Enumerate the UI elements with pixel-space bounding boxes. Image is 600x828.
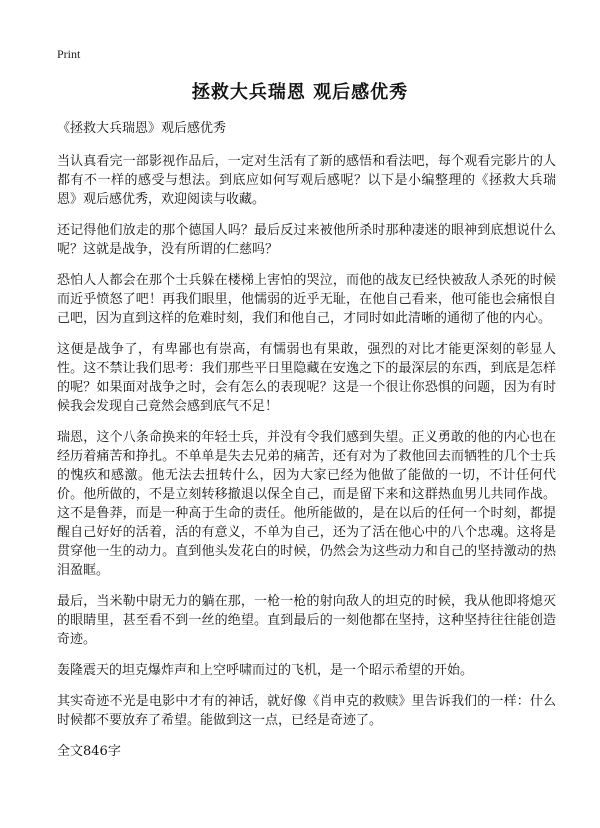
paragraph-german-soldier: 还记得他们放走的那个德国人吗？最后反过来被他所杀时那种凄迷的眼神到底想说什么呢？这就是战争，没有所谓的仁慈吗？ [57,223,556,257]
document-body [57,119,556,761]
paragraph-intro: 当认真看完一部影视作品后，一定对生活有了新的感悟和看法吧，每个观看完影片的人都有不一样的感受与想法。到底应如何写观后感呢？以下是小编整理的《拯救大兵瑞恩》观后感优秀，欢迎阅读与收藏。 [57,154,556,207]
paragraph-hope: 轰隆震天的坦克爆炸声和上空呼啸而过的飞机，是一个昭示希望的开始。 [57,663,474,678]
paragraph-miller: 最后，当米勒中尉无力的躺在那，一枪一枪的射向敌人的坦克的时候，我从他即将熄灭的眼睛里，甚至看不到一丝的绝望。直到最后的一刻他都在坚持，这种坚持往往能创造奇迹。 [57,594,556,647]
document-subtitle: 《拯救大兵瑞恩》观后感优秀 [57,121,227,136]
paragraph-war-nature: 这便是战争了，有卑鄙也有崇高，有懦弱也有果敢，强烈的对比才能更深刻的彰显人性。这不禁让我们思考：我们那些平日里隐藏在安逸之下的最深层的东西，到底是怎样的呢？如果面对战争之时，会有怎么的表现呢？这是一个很让你恐惧的问题，因为有时候我会发现自己竟然会感到底气不足！ [57,342,556,414]
paragraph-miracle: 其实奇迹不光是电影中才有的神话，就好像《肖申克的救赎》里告诉我们的一样：什么时候都不要放弃了希望。能做到这一点，已经是奇迹了。 [57,694,556,728]
paragraph-ryan: 瑞恩，这个八条命换来的年轻士兵，并没有令我们感到失望。正义勇敢的他的内心也在经历着痛苦和挣扎。不单单是失去兄弟的痛苦，还有对为了救他回去而牺牲的几个士兵的愧疚和感激。他无法去扭转什么，因为大家已经为他做了能做的一切，不计任何代价。他所做的，不是立刻转移撤退以保全自己，而是留下来和这群热血男儿共同作战。这不是鲁莽，而是一种高于生命的责任。他所能做的，是在以后的任何一个时刻，都提醒自己好好的活着，活的有意义，不单为自己，还为了活在他心中的八个忠魂。这将是贯穿他一生的动力。直到他头发花白的时候，仍然会为这些动力和自己的坚持激动的热泪盈眶。 [57,430,556,578]
document-title: 拯救大兵瑞恩 观后感优秀 [191,82,409,103]
print-label: Print [57,47,81,61]
word-count: 全文846字 [57,744,121,759]
paragraph-coward-soldier: 恐怕人人都会在那个士兵躲在楼梯上害怕的哭泣，而他的战友已经快被敌人杀死的时候而近乎愤怒了吧！再我们眼里，他懦弱的近乎无耻，在他自己看来，他可能也会痛恨自己吧，因为直到这样的危难时刻，我们和他自己，才同时如此清晰的通彻了他的内心。 [57,273,556,326]
